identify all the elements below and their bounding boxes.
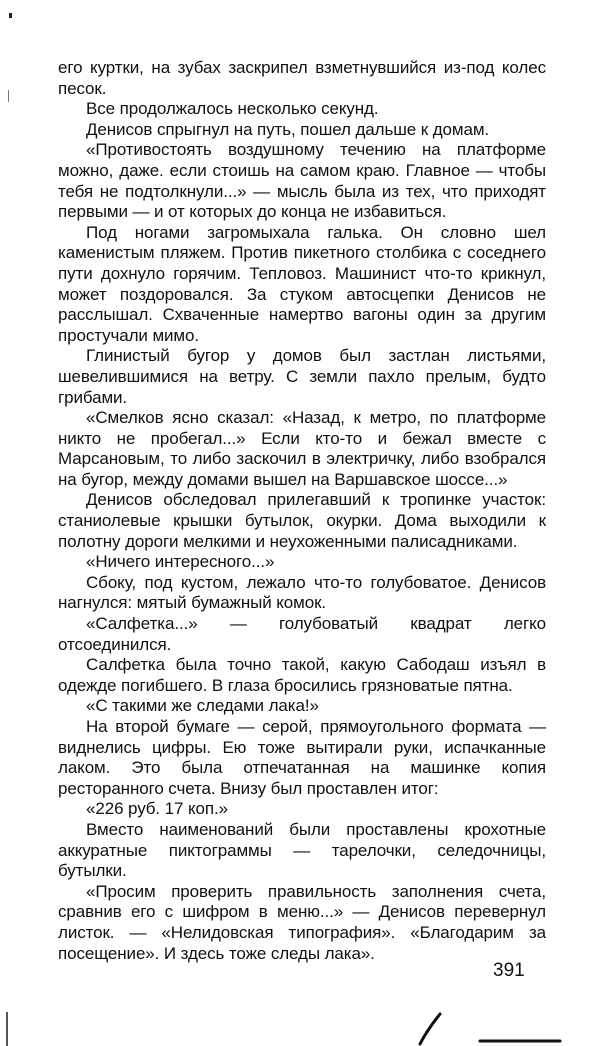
paragraph: Вместо наименований были проставлены крохотные аккуратные пиктограммы — тарелочки, селедочницы, бутылки. <box>58 819 546 881</box>
paragraph: Глинистый бугор у домов был застлан листьями, шевелившимися на ветру. С земли пахло прелым, будто грибами. <box>58 346 546 407</box>
page-body <box>58 58 546 964</box>
scan-artifact-mark <box>9 13 12 18</box>
paragraph: Под ногами загромыхала галька. Он словно шел каменистым пляжем. Против пикетного столбика с соседнего пути дохнуло горячим. Тепловоз. Машинист что-то крикнул, может поздоровался. За стуком автосцепки Денисов не расслышал. Схваченные намертво вагоны один за другим простучали мимо. <box>58 222 546 345</box>
paragraph: «Салфетка...» — голубоватый квадрат легко отсоединился. <box>58 614 546 654</box>
scan-artifact-mark <box>8 90 9 102</box>
paragraph: Салфетка была точно такой, какую Сабодаш изъял в одежде погибшего. В глаза бросились грязноватые пятна. <box>58 655 546 695</box>
paragraph: Все продолжалось несколько секунд. <box>86 99 379 119</box>
paragraph: «Просим проверить правильность заполнения счета, сравнив его с шифром в меню...» — Денисов перевернул листок. — «Нелидовская типография». «Благодарим за посещение». И здесь тоже следы лака». <box>58 881 546 963</box>
page-number: 391 <box>493 960 525 981</box>
paragraph: его куртки, на зубах заскрипел взметнувшийся из-под колес песок. <box>58 58 546 98</box>
paragraph: «Противостоять воздушному течению на платформе можно, даже. если стоишь на самом краю. Главное — чтобы тебя не подтолкнули...» — мысль была из тех, что приходят первыми — и от которых до конца не избавиться. <box>58 140 546 222</box>
paragraph: «Ничего интересного...» <box>86 552 275 572</box>
paragraph: Денисов обследовал прилегавший к тропинке участок: станиолевые крышки бутылок, окурки. Дома выходили к полотну дороги мелкими и неухоженными палисадниками. <box>58 490 546 551</box>
paragraph: Сбоку, под кустом, лежало что-то голубоватое. Денисов нагнулся: мятый бумажный комок. <box>58 572 546 613</box>
scan-artifact-mark <box>6 1012 8 1046</box>
paragraph: «С такими же следами лака!» <box>86 696 319 716</box>
paragraph: «226 руб. 17 коп.» <box>86 799 228 819</box>
paragraph: «Смелков ясно сказал: «Назад, к метро, по платформе никто не пробегал...» Если кто-то и бежал вместе с Марсановым, то либо заскочил в электричку, либо взобрался на бугор, между домами вышел на Варшавское шоссе...» <box>58 408 546 489</box>
pen-stroke-mark <box>410 1010 570 1046</box>
paragraph: Денисов спрыгнул на путь, пошел дальше к домам. <box>86 119 490 139</box>
paragraph: На второй бумаге — серой, прямоугольного формата — виднелись цифры. Ею тоже вытирали руки, испачканные лаком. Это была отпечатанная на машинке копия ресторанного счета. Внизу был проставлен итог: <box>58 717 546 798</box>
